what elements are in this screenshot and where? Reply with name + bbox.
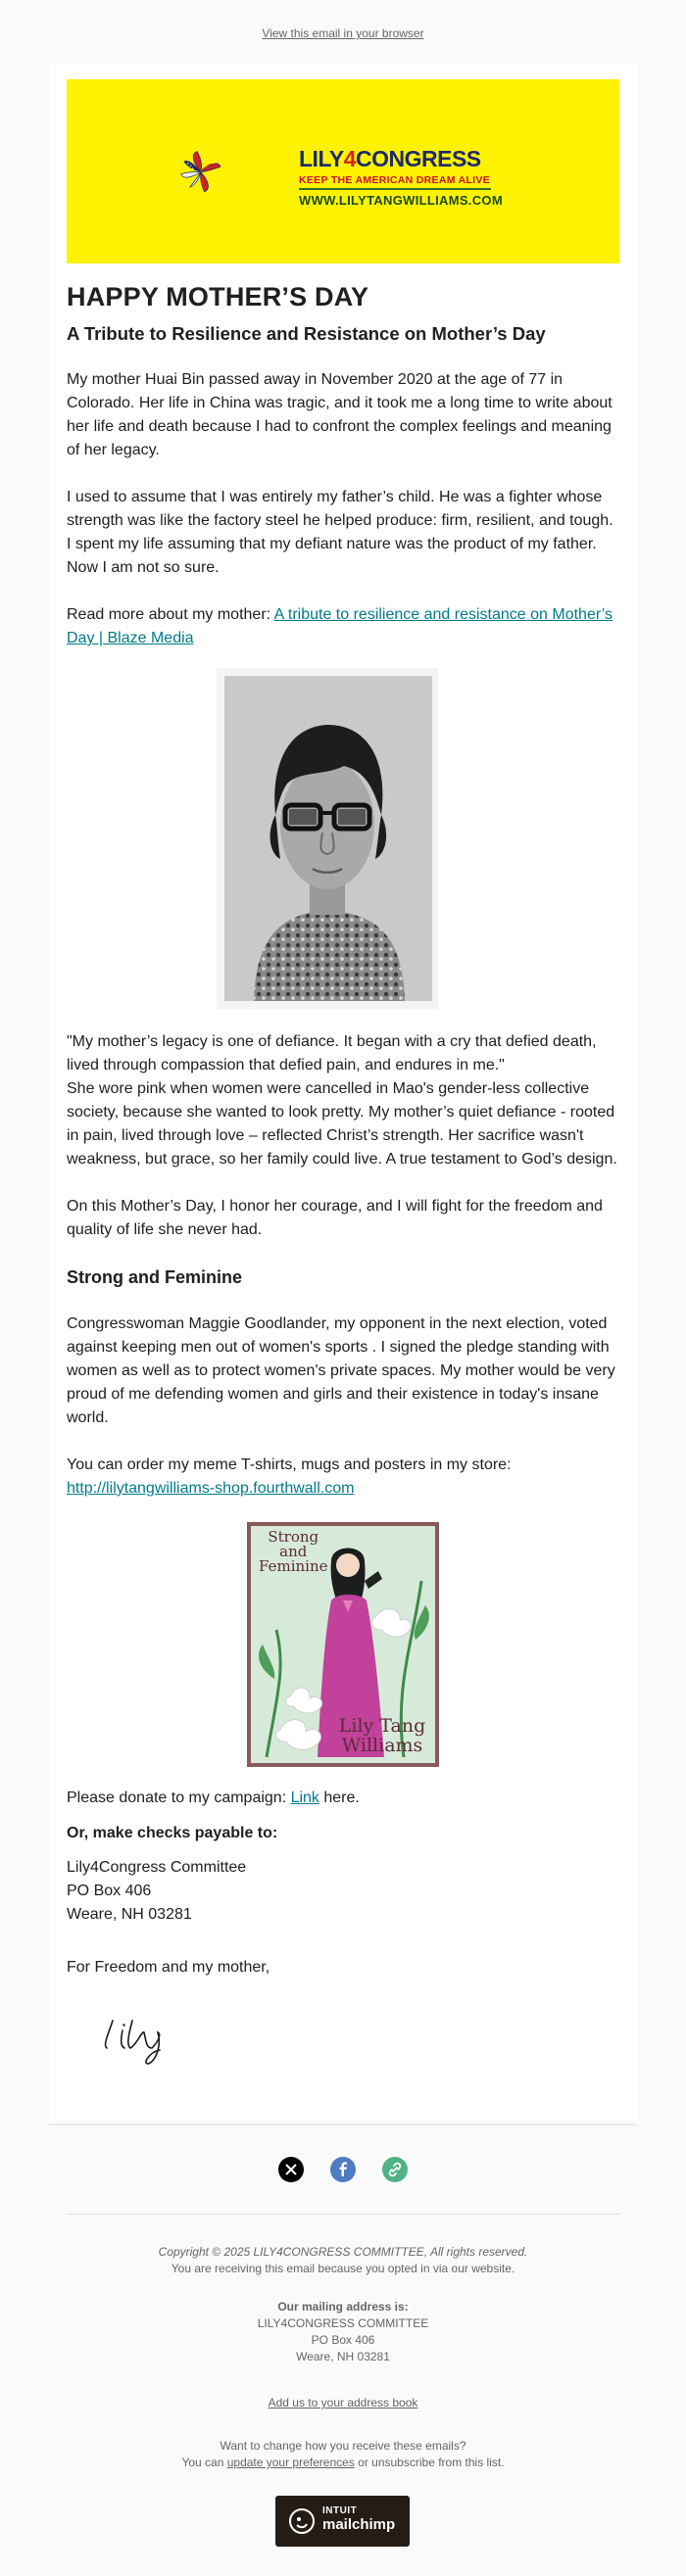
blaze-media-link[interactable]: A tribute to resilience and resistance on Mother’s Day | Blaze Media bbox=[67, 606, 613, 646]
email-card bbox=[49, 64, 637, 2121]
mailing-address-block bbox=[67, 1856, 619, 1927]
optin-reason-text: You are receiving this email because you opted in via our website. bbox=[171, 2262, 515, 2275]
paragraph-father: I used to assume that I was entirely my father’s child. He was a fighter whose strength was like the factory steel he helped produce: firm, resilient, and tough. I spent my life assuming that my defiant nature was the product of my father. Now I am not so sure. bbox=[67, 489, 613, 576]
copyright-text: Copyright © 2025 LILY4CONGRESS COMMITTEE, All rights reserved. bbox=[158, 2245, 528, 2259]
campaign-banner[interactable] bbox=[67, 79, 619, 263]
footer-divider-top bbox=[49, 2123, 637, 2125]
donate-line: Please donate to my campaign: Link here. bbox=[67, 1789, 360, 1806]
read-more-line: Read more about my mother: A tribute to resilience and resistance on Mother’s Day | Blaze Media bbox=[67, 606, 613, 646]
view-in-browser-link[interactable]: View this email in your browser bbox=[262, 26, 424, 40]
mailing-line-2: PO Box 406 bbox=[311, 2333, 375, 2347]
facebook-icon bbox=[330, 2157, 356, 2182]
badge-mailchimp: mailchimp bbox=[322, 2516, 396, 2533]
mailing-line-3: Weare, NH 03281 bbox=[296, 2350, 390, 2363]
preferences-block bbox=[0, 2438, 686, 2471]
address-line-2: PO Box 406 bbox=[67, 1883, 152, 1899]
poster-slogan: Strong and Feminine bbox=[259, 1528, 328, 1575]
website-link-button[interactable] bbox=[382, 2157, 408, 2182]
paragraph-mothers-day: On this Mother’s Day, I honor her courage, and I will fight for the freedom and quality of life she never had. bbox=[67, 1198, 603, 1238]
add-to-address-book-link[interactable]: Add us to your address book bbox=[268, 2396, 418, 2409]
poster-name: Lily Tang Williams bbox=[338, 1715, 426, 1756]
link-icon bbox=[382, 2157, 408, 2182]
footer-divider bbox=[67, 2214, 619, 2215]
store-link[interactable]: http://lilytangwilliams-shop.fourthwall.com bbox=[67, 1480, 355, 1497]
update-preferences-link[interactable]: update your preferences bbox=[226, 2456, 355, 2469]
brand-url: WWW.LILYTANGWILLIAMS.COM bbox=[299, 193, 503, 208]
strong-feminine-poster bbox=[247, 1522, 439, 1767]
unsubscribe-link[interactable]: unsubscribe from this list bbox=[371, 2456, 502, 2469]
view-in-browser-bar bbox=[0, 26, 686, 40]
paragraph-goodlander: Congresswoman Maggie Goodlander, my opponent in the next election, voted against keeping men out of women's sports . I signed the pledge standing with women as well as to protect women's private spaces. My mother would be very proud of me defending women and girls and their existence in today's insane world. bbox=[67, 1315, 615, 1426]
store-line: You can order my meme T-shirts, mugs and posters in my store: http://lilytangwilliams-shop.fourthwall.com bbox=[67, 1456, 512, 1497]
section-title-strong-feminine: Strong and Feminine bbox=[67, 1267, 243, 1287]
donate-link[interactable]: Link bbox=[290, 1789, 319, 1806]
address-line-3: Weare, NH 03281 bbox=[67, 1906, 192, 1923]
page-title: HAPPY MOTHER’S DAY bbox=[67, 282, 369, 311]
change-question: Want to change how you receive these emails? bbox=[220, 2439, 466, 2453]
checks-heading: Or, make checks payable to: bbox=[67, 1825, 278, 1841]
mailchimp-icon bbox=[287, 2506, 317, 2536]
facebook-share-button[interactable] bbox=[330, 2157, 356, 2182]
brand-tagline: KEEP THE AMERICAN DREAM ALIVE bbox=[299, 174, 490, 186]
mailchimp-badge[interactable] bbox=[275, 2496, 410, 2547]
signature bbox=[93, 1991, 201, 2065]
add-address-wrap bbox=[0, 2395, 686, 2411]
mailing-line-1: LILY4CONGRESS COMMITTEE bbox=[257, 2316, 429, 2330]
footer-copyright-block bbox=[0, 2244, 686, 2277]
signature-image bbox=[93, 1991, 201, 2065]
lily-flower-logo bbox=[179, 113, 297, 230]
brand-text-block bbox=[299, 146, 503, 208]
address-line-1: Lily4Congress Committee bbox=[67, 1859, 247, 1876]
badge-intuit: INTUIT bbox=[322, 2505, 358, 2516]
mailing-title: Our mailing address is: bbox=[277, 2300, 409, 2314]
article-subtitle: A Tribute to Resilience and Resistance on Mother’s Day bbox=[67, 323, 546, 344]
preferences-line: You can update your preferences or unsubscribe from this list. bbox=[181, 2456, 505, 2469]
paragraph-intro: My mother Huai Bin passed away in November 2020 at the age of 77 in Colorado. Her life in China was tragic, and it took me a long time to write about her life and death because I had to confront the complex feelings and meaning of her legacy. bbox=[67, 371, 612, 458]
x-icon bbox=[278, 2157, 304, 2182]
brand-name: LILY4CONGRESS bbox=[299, 146, 481, 171]
brand-divider bbox=[299, 188, 491, 190]
closing-line: For Freedom and my mother, bbox=[67, 1959, 270, 1976]
footer-mailing-block bbox=[0, 2299, 686, 2365]
x-share-button[interactable] bbox=[278, 2157, 304, 2182]
paragraph-pink: She wore pink when women were cancelled in Mao's gender-less collective society, because she wanted to look pretty. My mother’s quiet defiance - rooted in pain, lived through love – reflected Christ’s strength. Her sacrifice wasn't weakness, but grace, so her family could live. A true testament to God’s design. bbox=[67, 1080, 617, 1168]
mother-quote: "My mother’s legacy is one of defiance. It began with a cry that defied death, lived through compassion that defied pain, and endures in me." bbox=[67, 1033, 597, 1073]
mother-portrait-photo bbox=[217, 668, 438, 1009]
